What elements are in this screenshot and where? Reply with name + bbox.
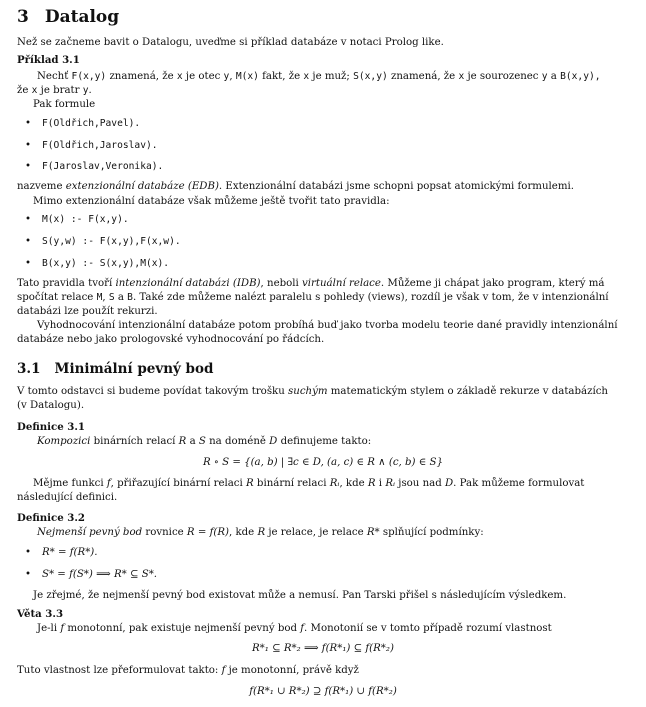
section-heading: [17, 6, 119, 28]
definition-heading: Definice 3.2: [17, 512, 85, 524]
edb-paragraph: nazveme extenzionální databáze (EDB). Extenzionální databázi jsme schopni popsat atomickými formulemi.: [17, 181, 574, 192]
sub-intro-line-1: V tomto odstavci si budeme povídat takovým trošku suchým matematickým stylem o základě rekurze v databázích: [17, 386, 608, 397]
definition-2-text: Nejmenší pevný bod rovnice R = f(R), kde R je relace, je relace R* splňující podmínky:: [37, 527, 484, 538]
idb-line-3: databázi lze použít rekurzi.: [17, 306, 158, 317]
example-line-1: Nechť F(x,y) znamená, že x je otec y, M(x) fakt, že x je muž; S(x,y) znamená, že x je sourozenec y a B(x,y),: [37, 71, 601, 82]
tarski-paragraph: Je zřejmé, že nejmenší pevný bod existovat může a nemusí. Pan Tarski přišel s následujícím výsledkem.: [33, 590, 567, 601]
vyhodnocovani-line-1: Vyhodnocování intenzionální databáze potom probíhá buď jako tvorba modelu teorie dané pravidly intenzionální: [37, 320, 618, 331]
monotonicity-formula: R*₁ ⊆ R*₂ ⟹ f(R*₁) ⊆ f(R*₂): [252, 643, 394, 654]
sub-intro-line-2: (v Datalogu).: [17, 400, 85, 411]
theorem-text: Je-li f monotonní, pak existuje nejmenší pevný bod f. Monotonií se v tomto případě rozumí vlastnost: [37, 623, 552, 634]
composition-formula: R ∘ S = {(a, b) | ∃c ∈ D, (a, c) ∈ R ∧ (c, b) ∈ S}: [202, 457, 444, 468]
pak-formule: Pak formule: [33, 99, 96, 110]
example-line-2: že x je bratr y.: [17, 85, 92, 96]
list-item: • F(Jaroslav,Veronika).: [25, 161, 164, 172]
idb-line-2: spočítat relace M, S a B. Také zde můžeme nalézt paralelu s pohledy (views), rozdíl je však v tom, že v intenzionální: [17, 292, 609, 303]
list-item: • R* = f(R*).: [25, 547, 98, 558]
subsection-heading: [17, 361, 213, 378]
list-item: • B(x,y) :- S(x,y),M(x).: [25, 258, 170, 269]
subsection-number: 3.1: [17, 361, 41, 377]
theorem-after: Tuto vlastnost lze přeformulovat takto: f je monotonní, právě když: [17, 665, 359, 676]
list-item: • M(x) :- F(x,y).: [25, 214, 129, 225]
idb-line-1: Tato pravidla tvoří intenzionální databázi (IDB), neboli virtuální relace. Můžeme ji chápat jako program, který má: [17, 278, 605, 289]
list-item: • F(Oldřich,Jaroslav).: [25, 140, 158, 151]
mimo-paragraph: Mimo extenzionální databáze však můžeme ještě tvořit tato pravidla:: [33, 196, 390, 207]
section-title: Datalog: [44, 7, 120, 27]
definition-1-after-1: Mějme funkci f, přiřazující binární relaci R binární relaci Rᵢ, kde R i Rᵢ jsou nad D. Pak můžeme formulovat: [33, 478, 585, 489]
subsection-title: Minimální pevný bod: [54, 361, 214, 377]
union-formula: f(R*₁ ∪ R*₂) ⊇ f(R*₁) ∪ f(R*₂): [249, 686, 397, 697]
vyhodnocovani-line-2: databáze nebo jako prologovské vyhodnocování po řádcích.: [17, 334, 325, 345]
definition-1-text: Kompozici binárních relací R a S na doméně D definujeme takto:: [37, 436, 372, 447]
definition-1-after-2: následující definici.: [17, 492, 118, 503]
intro-paragraph: Než se začneme bavit o Datalogu, uveďme si příklad databáze v notaci Prolog like.: [17, 37, 444, 48]
section-number: 3: [17, 7, 29, 27]
definition-heading: Definice 3.1: [17, 421, 85, 433]
list-item: • S(y,w) :- F(x,y),F(x,w).: [25, 236, 181, 247]
example-heading: Příklad 3.1: [17, 54, 80, 66]
list-item: • S* = f(S*) ⟹ R* ⊆ S*.: [25, 569, 158, 580]
theorem-heading: Věta 3.3: [17, 608, 64, 620]
list-item: • F(Oldřich,Pavel).: [25, 118, 141, 129]
